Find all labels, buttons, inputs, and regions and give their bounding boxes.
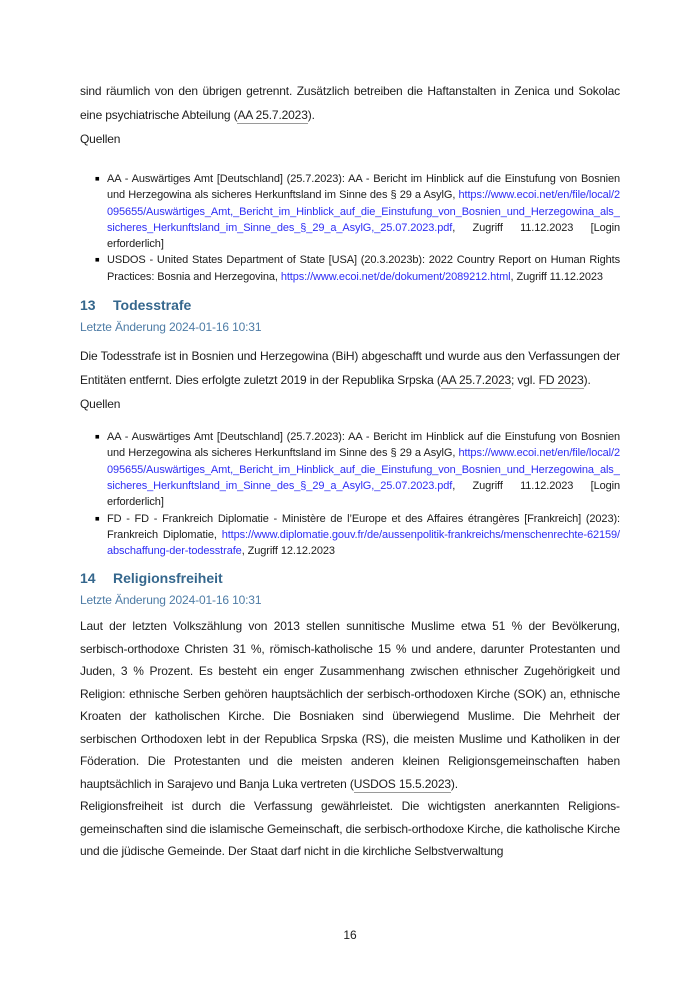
source-item — [80, 252, 620, 285]
sources-label: Quellen — [80, 132, 121, 146]
text-segment: AA - Auswärtiges Amt [Deutschland] (25.7.2023): AA - Bericht im Hinblick auf die Einstufung von Bosnien und Herzegowina als sicheres Herkunftsland im Sinne des § 29 a AsylG, — [107, 431, 620, 460]
text-segment: sind räumlich von den übrigen getrennt. Zusätzlich betreiben die Haftanstalten in Zenica und Sokolac eine psychiatrische Abteilung ( — [80, 84, 620, 122]
text-segment: ). — [583, 373, 591, 388]
paragraph — [80, 615, 620, 795]
bullet-icon: ■ — [95, 513, 100, 523]
section-number: 13 — [80, 297, 96, 314]
text-segment: Laut der letzten Volkszählung von 2013 stellen sunnitische Muslime etwa 51 % der Bevölkerung, serbisch-orthodoxe Christen 31 %, römisch-katholische 15 % und andere, darunter Protestanten und Juden, 3 % Prozent. Es besteht ein enger Zusammenhang zwischen ethnischer Zugehörigkeit und Religion: ethnische Serben gehören hauptsächlich der serbisch-orthodoxen Kirche (SOK) an, ethnische Kroaten der katholischen Kirche. Die Bosniaken sind überwiegend Muslime. Die Mehrheit der serbischen Orthodoxen lebt in der Republica Srpska (RS), die meisten Muslime und Katholiken in der Föderation. Die Protestanten und die meisten anderen kleinen Religionsgemeinschaften haben hauptsächlich in Sarajevo und Banja Luka vertreten ( — [80, 619, 620, 791]
section-title: Todesstrafe — [113, 297, 192, 314]
paragraph — [80, 344, 620, 392]
ref-link[interactable]: AA 25.7.2023 — [237, 108, 308, 122]
section-heading-todesstrafe — [80, 295, 620, 315]
text-segment: , Zugriff 11.12.2023 [Login erforderlich] — [107, 221, 620, 251]
paragraph — [80, 795, 620, 863]
last-modified: Letzte Änderung 2024-01-16 10:31 — [80, 320, 262, 335]
text-segment: Religionsfreiheit ist durch die Verfassung gewährleistet. Die wichtigsten anerkannten Religionsgemeinschaften sind die islamische Gemeinschaft, die serbisch-orthodoxe Kirche, die katholische Kirche und die jüdische Gemeinde. Der Staat darf nicht in die kirchliche Selbstverwaltung — [80, 799, 620, 859]
ref-link[interactable]: AA 25.7.2023 — [440, 373, 512, 388]
section-title: Religionsfreiheit — [113, 570, 223, 587]
text-segment: , Zugriff 11.12.2023 [Login erforderlich] — [107, 479, 620, 509]
external-link[interactable]: https://www.ecoi.net/en/file/local/2095655/Auswärtiges_Amt,_Bericht_im_Hinblick_auf_die_Einstufung_von_Bosnien_und_Herzegowina_als_sicheres_Herkunftsland_im_Sinne_des_§_29_a_AsylG,_25.07.2023.pdf — [107, 447, 620, 492]
bullet-icon: ■ — [95, 432, 100, 442]
last-modified: Letzte Änderung 2024-01-16 10:31 — [80, 593, 262, 608]
ref-link[interactable]: FD 2023 — [538, 373, 584, 388]
text-segment: ; vgl. — [511, 373, 539, 388]
text-segment: ). — [307, 108, 315, 122]
bullet-icon: ■ — [95, 255, 100, 265]
text-segment: ). — [450, 776, 458, 791]
source-list — [80, 429, 620, 559]
section-number: 14 — [80, 570, 96, 587]
paragraph — [80, 79, 620, 127]
source-item — [80, 429, 620, 510]
text-segment: , Zugriff 11.12.2023 — [510, 270, 603, 283]
external-link[interactable]: https://www.ecoi.net/de/dokument/2089212.html — [280, 270, 511, 283]
section-heading-religionsfreiheit — [80, 568, 620, 588]
page-number: 16 — [343, 928, 357, 942]
source-list — [80, 171, 620, 285]
text-segment: AA - Auswärtiges Amt [Deutschland] (25.7.2023): AA - Bericht im Hinblick auf die Einstufung von Bosnien und Herzegowina als sicheres Herkunftsland im Sinne des § 29 a AsylG, — [107, 173, 620, 202]
sources-label: Quellen — [80, 397, 121, 412]
external-link[interactable]: https://www.ecoi.net/en/file/local/2095655/Auswärtiges_Amt,_Bericht_im_Hinblick_auf_die_Einstufung_von_Bosnien_und_Herzegowina_als_sicheres_Herkunftsland_im_Sinne_des_§_29_a_AsylG,_25.07.2023.pdf — [107, 189, 620, 234]
external-link[interactable]: https://www.diplomatie.gouv.fr/de/aussenpolitik-frankreichs/menschenrechte-62159/abschaffung-der-todesstrafe — [107, 528, 620, 558]
source-item — [80, 171, 620, 252]
text-segment: FD - FD - Frankreich Diplomatie - Ministère de l’Europe et des Affaires étrangères [Frankreich] (2023): Frankreich Diplomatie, — [107, 512, 620, 541]
source-item — [80, 511, 620, 560]
text-segment: Die Todesstrafe ist in Bosnien und Herzegowina (BiH) abgeschafft und wurde aus den Verfassungen der Entitäten entfernt. Dies erfolgte zuletzt 2019 in der Republika Srpska ( — [80, 349, 620, 388]
ref-link[interactable]: USDOS 15.5.2023 — [353, 776, 451, 791]
text-segment: USDOS - United States Department of State [USA] (20.3.2023b): 2022 Country Report on Human Rights Practices: Bosnia and Herzegovina, — [107, 254, 620, 283]
bullet-icon: ■ — [95, 174, 100, 183]
text-segment: , Zugriff 12.12.2023 — [241, 545, 335, 558]
